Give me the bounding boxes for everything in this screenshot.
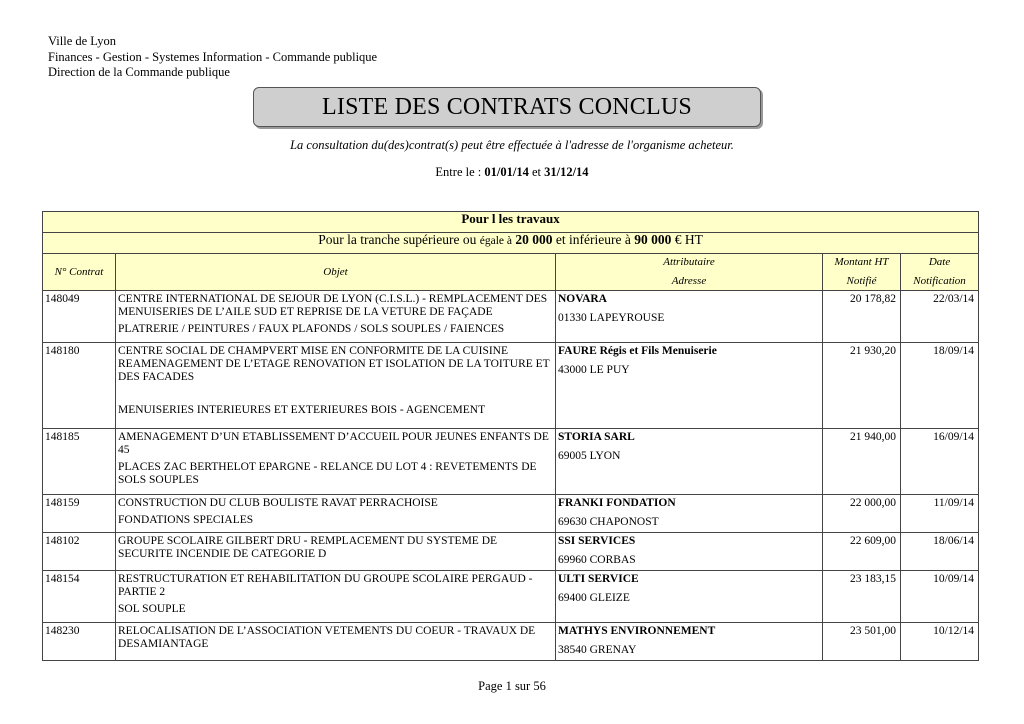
contract-number: 148230 (43, 623, 116, 661)
col-header-num: N° Contrat (43, 254, 116, 291)
attributaire-name: MATHYS ENVIRONNEMENT (558, 625, 716, 637)
object-description: CONSTRUCTION DU CLUB BOULISTE RAVAT PERRACHOISE (118, 497, 438, 509)
attributaire-name: NOVARA (558, 293, 607, 305)
period-line (0, 165, 1024, 180)
contract-object (116, 623, 556, 661)
col-header-montant-label: Montant HT (834, 256, 889, 268)
attributaire-address: 69630 CHAPONOST (558, 516, 659, 528)
attributaire-address: 69960 CORBAS (558, 554, 636, 566)
contract-number: 148049 (43, 291, 116, 343)
object-lot: SOL SOUPLE (118, 603, 186, 615)
col-header-objet: Objet (116, 254, 556, 291)
contract-attributaire (556, 429, 823, 495)
object-lot: PLACES ZAC BERTHELOT EPARGNE - RELANCE DU LOT 4 : REVETEMENTS DE SOLS SOUPLES (118, 461, 537, 486)
contract-object (116, 343, 556, 429)
org-line-department: Finances - Gestion - Systemes Information - Commande publique (48, 49, 378, 64)
object-description: CENTRE SOCIAL DE CHAMPVERT MISE EN CONFORMITE DE LA CUISINE REAMENAGEMENT DE L’ETAGE RENOVATION ET ISOLATION DE LA TOITURE ET DES FACADES (118, 345, 550, 383)
contract-attributaire (556, 495, 823, 533)
col-header-notification-label: Notification (913, 275, 966, 287)
contract-amount: 21 930,20 (823, 343, 901, 429)
table-row (43, 429, 979, 495)
attributaire-address: 43000 LE PUY (558, 364, 630, 376)
contract-amount: 23 183,15 (823, 571, 901, 623)
table-row (43, 291, 979, 343)
col-header-montant (823, 254, 901, 291)
organization-block (48, 34, 377, 81)
page-number: Page 1 sur 56 (478, 679, 546, 693)
contract-object (116, 429, 556, 495)
contract-number: 148159 (43, 495, 116, 533)
object-description: CENTRE INTERNATIONAL DE SEJOUR DE LYON (C.I.S.L.) - REMPLACEMENT DES MENUISERIES DE L’AILE SUD ET REPRISE DE LA VETURE DE FAÇADE (118, 293, 548, 318)
contract-object (116, 291, 556, 343)
tranche-small: égale à (479, 235, 513, 247)
period-prefix: Entre le : (435, 165, 482, 179)
col-header-date (901, 254, 979, 291)
org-line-city: Ville de Lyon (48, 34, 116, 48)
contract-amount: 22 609,00 (823, 533, 901, 571)
contract-object (116, 571, 556, 623)
object-description: GROUPE SCOLAIRE GILBERT DRU - REMPLACEMENT DU SYSTEME DE SECURITE INCENDIE DE CATEGORIE D (118, 535, 498, 560)
contract-date: 10/09/14 (901, 571, 979, 623)
attributaire-address: 38540 GRENAY (558, 644, 637, 656)
table-row (43, 533, 979, 571)
document-title: LISTE DES CONTRATS CONCLUS (253, 87, 761, 127)
table-row (43, 571, 979, 623)
attributaire-address: 69400 GLEIZE (558, 592, 630, 604)
object-lot: FONDATIONS SPECIALES (118, 514, 254, 526)
contract-attributaire (556, 571, 823, 623)
contract-date: 18/09/14 (901, 343, 979, 429)
contract-attributaire (556, 343, 823, 429)
tranche-min: 20 000 (515, 232, 553, 247)
period-end: 31/12/14 (544, 165, 589, 179)
attributaire-name: STORIA SARL (558, 431, 635, 443)
org-line-direction: Direction de la Commande publique (48, 65, 230, 79)
contract-attributaire (556, 533, 823, 571)
contract-number: 148185 (43, 429, 116, 495)
table-row (43, 623, 979, 661)
tranche-row (43, 233, 979, 254)
contract-number: 148102 (43, 533, 116, 571)
category-row (43, 212, 979, 233)
attributaire-address: 01330 LAPEYROUSE (558, 312, 665, 324)
consultation-note: La consultation du(des)contrat(s) peut être effectuée à l'adresse de l'organisme acheteur. (290, 138, 734, 152)
contract-date: 18/06/14 (901, 533, 979, 571)
contract-amount: 22 000,00 (823, 495, 901, 533)
table-row (43, 495, 979, 533)
object-lot: PLATRERIE / PEINTURES / FAUX PLAFONDS / SOLS SOUPLES / FAIENCES (118, 323, 505, 335)
contract-number: 148180 (43, 343, 116, 429)
col-header-notifie-label: Notifié (846, 275, 877, 287)
contract-amount: 21 940,00 (823, 429, 901, 495)
tranche-label (43, 233, 979, 254)
contract-attributaire (556, 291, 823, 343)
col-header-attributaire-label: Attributaire (663, 256, 715, 268)
contract-object (116, 495, 556, 533)
contracts-table (42, 211, 979, 661)
object-description: RELOCALISATION DE L’ASSOCIATION VETEMENTS DU COEUR - TRAVAUX DE DESAMIANTAGE (118, 625, 536, 650)
attributaire-name: SSI SERVICES (558, 535, 636, 547)
contract-date: 16/09/14 (901, 429, 979, 495)
contract-number: 148154 (43, 571, 116, 623)
tranche-prefix: Pour la tranche supérieure ou (318, 232, 477, 247)
col-header-date-label: Date (928, 256, 951, 268)
object-lot: MENUISERIES INTERIEURES ET EXTERIEURES BOIS - AGENCEMENT (118, 404, 486, 416)
period-mid: et (531, 165, 541, 179)
col-header-attributaire (556, 254, 823, 291)
period-start: 01/01/14 (484, 165, 529, 179)
attributaire-name: ULTI SERVICE (558, 573, 639, 585)
contract-amount: 20 178,82 (823, 291, 901, 343)
object-description: AMENAGEMENT D’UN ETABLISSEMENT D’ACCUEIL POUR JEUNES ENFANTS DE 45 (118, 431, 549, 456)
attributaire-name: FRANKI FONDATION (558, 497, 676, 509)
contract-object (116, 533, 556, 571)
category-label: Pour l les travaux (43, 212, 979, 233)
contract-date: 10/12/14 (901, 623, 979, 661)
tranche-suffix: € HT (674, 232, 703, 247)
tranche-max: 90 000 (634, 232, 672, 247)
tranche-mid: et inférieure à (555, 232, 631, 247)
contract-attributaire (556, 623, 823, 661)
contract-date: 11/09/14 (901, 495, 979, 533)
attributaire-address: 69005 LYON (558, 450, 621, 462)
column-header-row (43, 254, 979, 291)
contract-date: 22/03/14 (901, 291, 979, 343)
table-row (43, 343, 979, 429)
contract-amount: 23 501,00 (823, 623, 901, 661)
col-header-adresse-label: Adresse (671, 275, 707, 287)
object-description: RESTRUCTURATION ET REHABILITATION DU GROUPE SCOLAIRE PERGAUD - PARTIE 2 (118, 573, 533, 598)
attributaire-name: FAURE Régis et Fils Menuiserie (558, 345, 717, 357)
